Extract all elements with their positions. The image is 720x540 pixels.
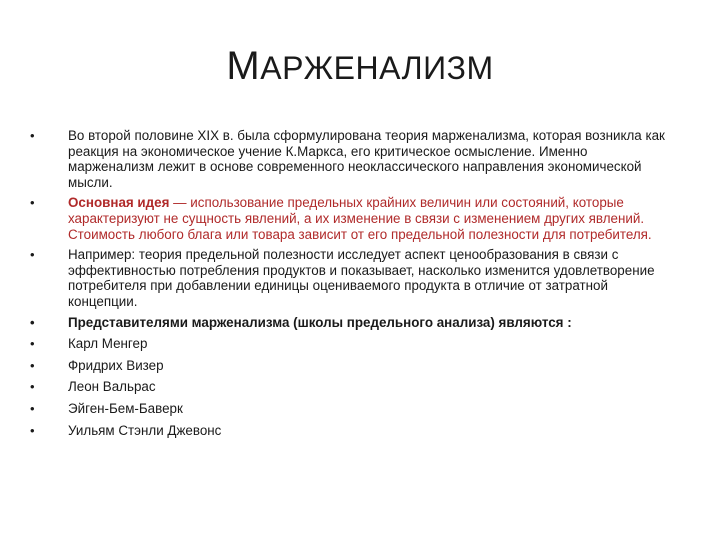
bullet-text: Представителями марженализма (школы предельного анализа) являются : bbox=[68, 314, 572, 330]
bullet-list bbox=[30, 128, 670, 444]
bullet-text: Эйген-Бем-Баверк bbox=[68, 400, 183, 416]
bullet-item-xix-century bbox=[30, 128, 670, 190]
bullet-text: Например: теория предельной полезности исследует аспект ценообразования в связи с эффективностью потребления продуктов и показывает, насколько изменится удовлетворение потребителя при добавлении единицы оцениваемого продукта в отличие от затратной концепции. bbox=[68, 247, 655, 309]
bullet-icon: • bbox=[30, 357, 35, 373]
bullet-icon: • bbox=[30, 379, 35, 395]
bullet-item-jevons bbox=[30, 423, 670, 439]
bullet-text: Во второй половине XIX в. была сформулирована теория марженализма, которая возникла как реакция на экономическое учение К.Маркса, его критическое осмысление. Именно марженализм лежит в основе современного неоклассического направления экономической мысли. bbox=[68, 128, 665, 190]
bullet-icon: • bbox=[30, 247, 35, 263]
bullet-text: Уильям Стэнли Джевонс bbox=[68, 422, 222, 438]
bullet-icon: • bbox=[30, 400, 35, 416]
bullet-text: Леон Вальрас bbox=[68, 379, 156, 395]
bullet-icon: • bbox=[30, 128, 35, 143]
bullet-text: Карл Менгер bbox=[68, 336, 148, 352]
bullet-lead: Основная идея bbox=[68, 195, 170, 211]
bullet-item-main-idea bbox=[30, 195, 670, 242]
bullet-text: — использование предельных крайних величин или состояний, которые характеризуют не сущность явлений, а их изменение в связи с изменением других явлений. Стоимость любого блага или товара зависит от его предельной полезности для потребителя. bbox=[68, 195, 652, 242]
bullet-icon: • bbox=[30, 422, 35, 438]
bullet-text: Фридрих Визер bbox=[68, 357, 164, 373]
bullet-item-wieser bbox=[30, 358, 670, 374]
bullet-icon: • bbox=[30, 195, 35, 211]
bullet-icon: • bbox=[30, 314, 35, 330]
slide-title bbox=[0, 44, 720, 89]
bullet-item-bohm-bawerk bbox=[30, 401, 670, 417]
slide-title-rest: АРЖЕНАЛИЗМ bbox=[260, 50, 494, 86]
slide-title-first-letter: М bbox=[226, 44, 261, 88]
bullet-item-menger bbox=[30, 336, 670, 352]
bullet-icon: • bbox=[30, 336, 35, 352]
bullet-item-walras bbox=[30, 379, 670, 395]
bullet-item-example bbox=[30, 247, 670, 309]
bullet-item-representatives bbox=[30, 315, 670, 331]
